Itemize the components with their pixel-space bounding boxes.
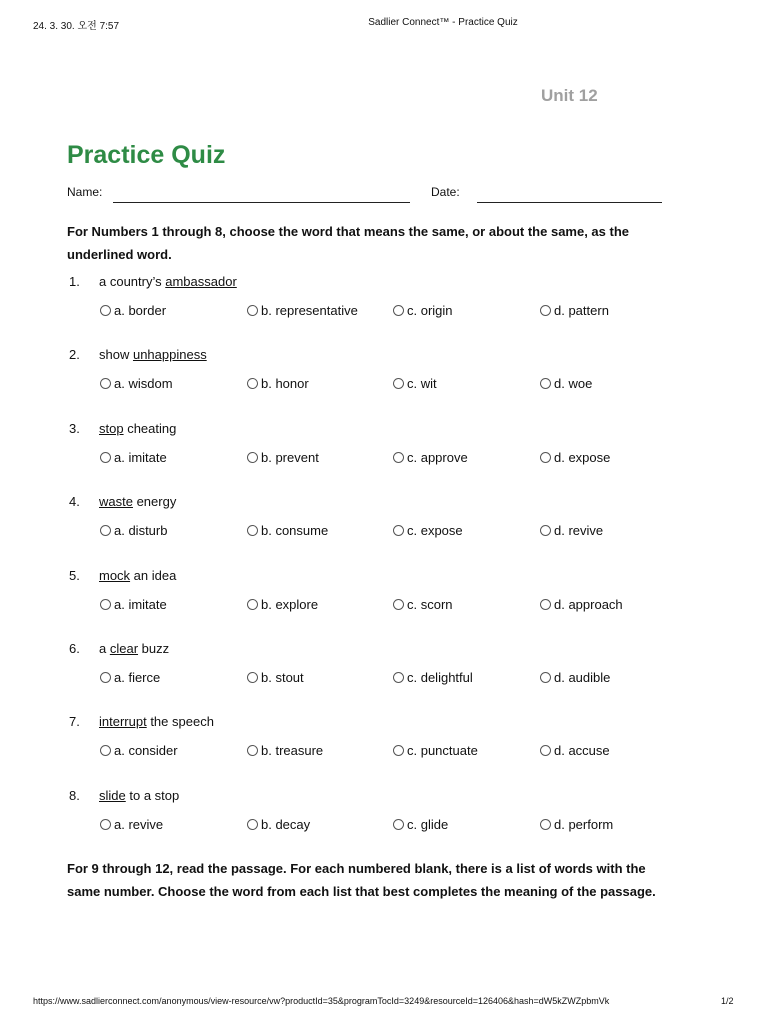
answer-option[interactable]	[393, 376, 437, 391]
radio-button-icon[interactable]	[247, 672, 258, 683]
date-field[interactable]	[477, 202, 662, 203]
answer-option-label: a. fierce	[114, 670, 161, 685]
question-prompt	[99, 494, 176, 509]
radio-button-icon[interactable]	[540, 819, 551, 830]
answer-option[interactable]	[540, 597, 623, 612]
answer-option-label: a. revive	[114, 817, 164, 832]
question-8	[67, 788, 707, 848]
answer-option[interactable]	[393, 743, 478, 758]
prompt-text-after: energy	[132, 494, 177, 509]
answer-option-label: b. prevent	[261, 450, 319, 465]
radio-button-icon[interactable]	[393, 599, 404, 610]
answer-option[interactable]	[393, 523, 463, 538]
radio-button-icon[interactable]	[247, 745, 258, 756]
radio-button-icon[interactable]	[100, 672, 111, 683]
answer-option[interactable]	[100, 450, 167, 465]
question-number: 6.	[69, 641, 80, 656]
answer-option[interactable]	[247, 597, 318, 612]
question-number: 1.	[69, 274, 80, 289]
answer-option[interactable]	[247, 523, 328, 538]
answer-option-label: a. imitate	[114, 450, 167, 465]
answer-option[interactable]	[540, 743, 610, 758]
answer-option[interactable]	[100, 597, 167, 612]
answer-option[interactable]	[247, 670, 304, 685]
answer-option[interactable]	[100, 303, 166, 318]
prompt-text-after: cheating	[123, 421, 177, 436]
question-number: 7.	[69, 714, 80, 729]
question-2	[67, 347, 707, 407]
answer-option-label: a. border	[114, 303, 167, 318]
radio-button-icon[interactable]	[247, 599, 258, 610]
radio-button-icon[interactable]	[393, 525, 404, 536]
question-prompt	[99, 788, 179, 803]
question-7	[67, 714, 707, 774]
answer-option-label: d. expose	[554, 450, 611, 465]
prompt-text-after: to a stop	[125, 788, 180, 803]
question-prompt	[99, 421, 176, 436]
instructions-synonyms: For Numbers 1 through 8, choose the word that means the same, or about the same, as the underlined word.	[67, 224, 630, 262]
answer-option-label: c. punctuate	[407, 743, 478, 758]
answer-option[interactable]	[540, 817, 613, 832]
footer-page-number: 1/2	[721, 996, 734, 1006]
radio-button-icon[interactable]	[100, 378, 111, 389]
radio-button-icon[interactable]	[540, 305, 551, 316]
radio-button-icon[interactable]	[540, 525, 551, 536]
radio-button-icon[interactable]	[393, 745, 404, 756]
question-prompt	[99, 274, 237, 289]
answer-option[interactable]	[393, 450, 468, 465]
radio-button-icon[interactable]	[393, 819, 404, 830]
date-label: Date:	[431, 185, 460, 199]
answer-option[interactable]	[100, 376, 173, 391]
answer-option-label: a. consider	[114, 743, 178, 758]
answer-option-label: c. origin	[407, 303, 453, 318]
footer-url: https://www.sadlierconnect.com/anonymous/view-resource/vw?productId=35&programTocId=3249&resourceId=126406&hash=dW5kZWZpbmVk	[33, 996, 610, 1006]
answer-option-label: b. treasure	[261, 743, 324, 758]
answer-option-label: d. revive	[554, 523, 604, 538]
answer-option[interactable]	[393, 817, 448, 832]
answer-option-label: c. glide	[407, 817, 449, 832]
radio-button-icon[interactable]	[540, 378, 551, 389]
question-3	[67, 421, 707, 481]
instructions-passage: For 9 through 12, read the passage. For each numbered blank, there is a list of words with the same number. Choose the word from each list that best completes the meaning of the passage.	[67, 861, 656, 899]
radio-button-icon[interactable]	[393, 305, 404, 316]
prompt-text-after: the speech	[146, 714, 214, 729]
radio-button-icon[interactable]	[247, 378, 258, 389]
answer-option-label: c. delightful	[407, 670, 473, 685]
prompt-text-before: show	[99, 347, 133, 362]
question-prompt	[99, 714, 214, 729]
answer-option[interactable]	[540, 376, 592, 391]
answer-option[interactable]	[100, 817, 163, 832]
answer-option[interactable]	[100, 670, 160, 685]
question-prompt	[99, 641, 169, 656]
answer-option[interactable]	[247, 743, 323, 758]
print-page-title: Sadlier Connect™ - Practice Quiz	[368, 17, 518, 28]
radio-button-icon[interactable]	[540, 745, 551, 756]
question-5	[67, 568, 707, 628]
answer-option[interactable]	[247, 303, 358, 318]
question-number: 3.	[69, 421, 80, 436]
prompt-text-before: a	[99, 641, 110, 656]
question-number: 5.	[69, 568, 80, 583]
question-4	[67, 494, 707, 554]
answer-option-label: b. honor	[261, 376, 309, 391]
print-header	[0, 17, 768, 31]
radio-button-icon[interactable]	[540, 452, 551, 463]
answer-option[interactable]	[247, 376, 309, 391]
unit-label: Unit 12	[541, 86, 598, 105]
underlined-word: unhappiness	[132, 347, 207, 362]
answer-option-label: a. wisdom	[114, 376, 173, 391]
question-prompt	[99, 347, 207, 362]
radio-button-icon[interactable]	[100, 452, 111, 463]
answer-option[interactable]	[247, 450, 319, 465]
answer-option-label: c. expose	[407, 523, 463, 538]
page-title: Practice Quiz	[67, 141, 226, 169]
underlined-word: waste	[99, 494, 133, 509]
answer-option-label: a. imitate	[114, 597, 167, 612]
answer-option-label: b. representative	[261, 303, 358, 318]
answer-option[interactable]	[100, 523, 167, 538]
radio-button-icon[interactable]	[393, 378, 404, 389]
answer-option-label: c. scorn	[407, 597, 453, 612]
answer-option-label: c. wit	[407, 376, 437, 391]
radio-button-icon[interactable]	[393, 672, 404, 683]
prompt-text-after: buzz	[138, 641, 170, 656]
radio-button-icon[interactable]	[100, 819, 111, 830]
answer-option[interactable]	[393, 670, 473, 685]
answer-option[interactable]	[540, 450, 610, 465]
answer-option[interactable]	[540, 303, 609, 318]
radio-button-icon[interactable]	[540, 599, 551, 610]
answer-option[interactable]	[540, 523, 603, 538]
answer-option-label: d. approach	[554, 597, 623, 612]
answer-option-label: d. accuse	[554, 743, 610, 758]
answer-option-label: b. stout	[261, 670, 304, 685]
underlined-word: clear	[109, 641, 139, 656]
radio-button-icon[interactable]	[247, 305, 258, 316]
radio-button-icon[interactable]	[100, 599, 111, 610]
radio-button-icon[interactable]	[247, 525, 258, 536]
underlined-word: ambassador	[165, 274, 237, 289]
underlined-word: interrupt	[99, 714, 147, 729]
name-field[interactable]	[113, 202, 410, 203]
radio-button-icon[interactable]	[247, 452, 258, 463]
radio-button-icon[interactable]	[540, 672, 551, 683]
underlined-word: mock	[99, 568, 131, 583]
radio-button-icon[interactable]	[393, 452, 404, 463]
answer-option-label: b. explore	[261, 597, 319, 612]
underlined-word: stop	[99, 421, 124, 436]
print-datetime: 24. 3. 30. 오전 7:57	[33, 21, 120, 32]
radio-button-icon[interactable]	[100, 745, 111, 756]
question-number: 2.	[69, 347, 80, 362]
prompt-text-before: a country’s	[99, 274, 166, 289]
answer-option-label: d. perform	[554, 817, 614, 832]
question-1	[67, 274, 707, 334]
underlined-word: slide	[99, 788, 126, 803]
answer-option-label: a. disturb	[114, 523, 168, 538]
question-prompt	[99, 568, 176, 583]
answer-option[interactable]	[100, 743, 178, 758]
radio-button-icon[interactable]	[100, 525, 111, 536]
answer-option[interactable]	[393, 597, 453, 612]
answer-option-label: b. decay	[261, 817, 311, 832]
answer-option[interactable]	[540, 670, 610, 685]
name-label: Name:	[67, 185, 103, 199]
answer-option[interactable]	[393, 303, 453, 318]
question-number: 8.	[69, 788, 80, 803]
question-6	[67, 641, 707, 701]
prompt-text-after: an idea	[130, 568, 177, 583]
answer-option-label: d. audible	[554, 670, 611, 685]
answer-option-label: d. pattern	[554, 303, 609, 318]
radio-button-icon[interactable]	[247, 819, 258, 830]
answer-option[interactable]	[247, 817, 310, 832]
answer-option-label: c. approve	[407, 450, 468, 465]
question-number: 4.	[69, 494, 80, 509]
radio-button-icon[interactable]	[100, 305, 111, 316]
answer-option-label: d. woe	[554, 376, 593, 391]
answer-option-label: b. consume	[261, 523, 329, 538]
